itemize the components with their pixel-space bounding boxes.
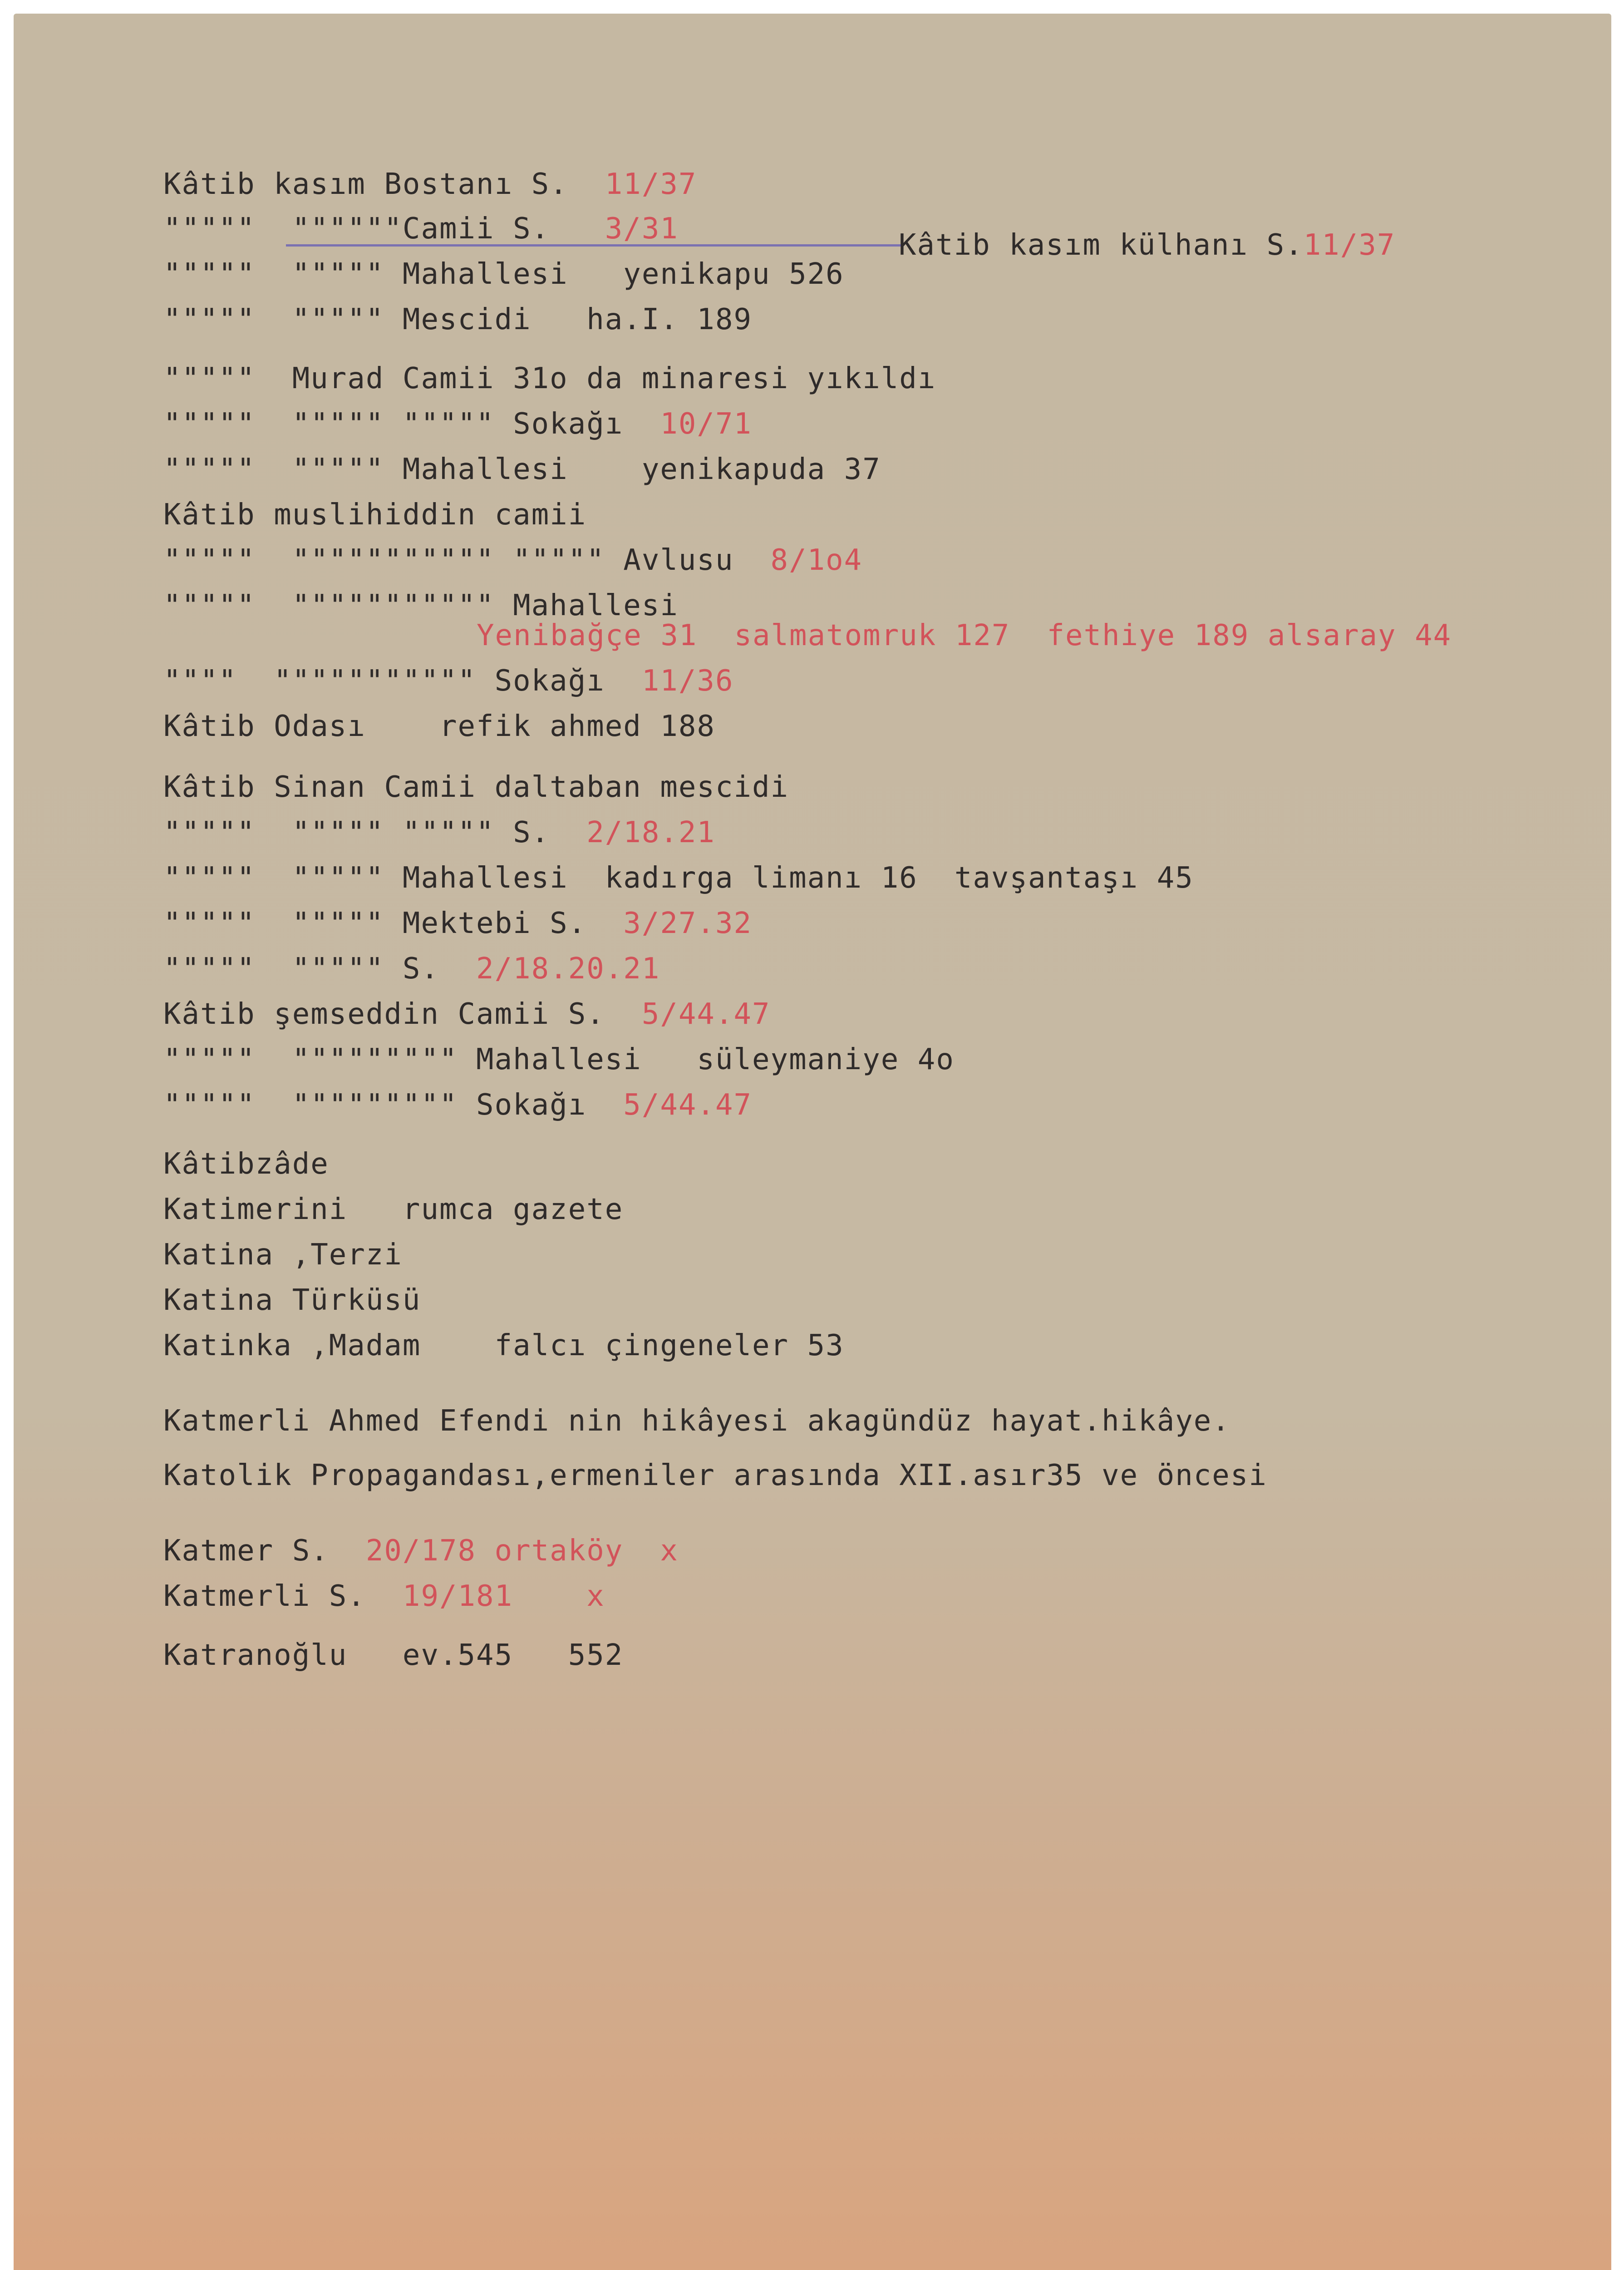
entry-line-5: """"" Murad Camii 31o da minaresi yıkıldı — [163, 362, 936, 395]
entry-line-10-red-annotation: Yenibağçe 31 salmatomruk 127 fethiye 189 alsaray 44 — [477, 619, 1452, 652]
entry-line-24: Katina Türküsü — [163, 1283, 421, 1317]
entry-line-6: """"" """"" """"" Sokağı 10/71 — [163, 407, 752, 441]
entry-line-30: Katranoğlu ev.545 552 — [163, 1638, 624, 1672]
entry-line-14: """"" """"" """"" S. 2/18.21 — [163, 816, 715, 849]
entry-line-29: Katmerli S. 19/181 x — [163, 1579, 605, 1613]
entry-line-16: """"" """"" Mektebi S. 3/27.32 — [163, 907, 752, 940]
index-card — [14, 14, 1611, 2270]
entry-line-10: """"" """"""""""" Mahallesi — [163, 589, 679, 622]
entry-line-17: """"" """"" S. 2/18.20.21 — [163, 952, 660, 986]
entry-line-18: Kâtib şemseddin Camii S. 5/44.47 — [163, 997, 771, 1031]
entry-line-8: Kâtib muslihiddin camii — [163, 498, 587, 532]
entry-line-25: Katinka ,Madam falcı çingeneler 53 — [163, 1329, 844, 1362]
entry-line-20: """"" """"""""" Sokağı 5/44.47 — [163, 1088, 752, 1122]
entry-line-3: """"" """"" Mahallesi yenikapu 526 — [163, 257, 844, 291]
entry-line-9: """"" """"""""""" """"" Avlusu 8/1o4 — [163, 543, 863, 577]
entry-line-15: """"" """"" Mahallesi kadırga limanı 16 tavşantaşı 45 — [163, 861, 1194, 895]
entry-line-27: Katolik Propagandası,ermeniler arasında XII.asır35 ve öncesi — [163, 1459, 1267, 1492]
entry-line-2-side-note: Kâtib kasım külhanı S.11/37 — [899, 228, 1396, 262]
entry-line-1: Kâtib kasım Bostanı S. 11/37 — [163, 168, 697, 201]
entry-line-22: Katimerini rumca gazete — [163, 1193, 624, 1226]
entry-line-26: Katmerli Ahmed Efendi nin hikâyesi akagündüz hayat.hikâye. — [163, 1404, 1230, 1438]
entry-line-23: Katina ,Terzi — [163, 1238, 403, 1272]
entry-line-12: Kâtib Odası refik ahmed 188 — [163, 710, 715, 743]
entry-line-11: """" """"""""""" Sokağı 11/36 — [163, 664, 734, 698]
entry-line-13: Kâtib Sinan Camii daltaban mescidi — [163, 770, 789, 804]
entry-line-21: Kâtibzâde — [163, 1147, 329, 1181]
entry-line-28: Katmer S. 20/178 ortaköy x — [163, 1534, 679, 1568]
entry-line-2: """"" """"""Camii S. 3/31 — [163, 212, 679, 246]
entry-line-19: """"" """"""""" Mahallesi süleymaniye 4o — [163, 1043, 955, 1076]
entry-line-4: """"" """"" Mescidi ha.I. 189 — [163, 303, 752, 336]
entry-line-7: """"" """"" Mahallesi yenikapuda 37 — [163, 453, 881, 486]
